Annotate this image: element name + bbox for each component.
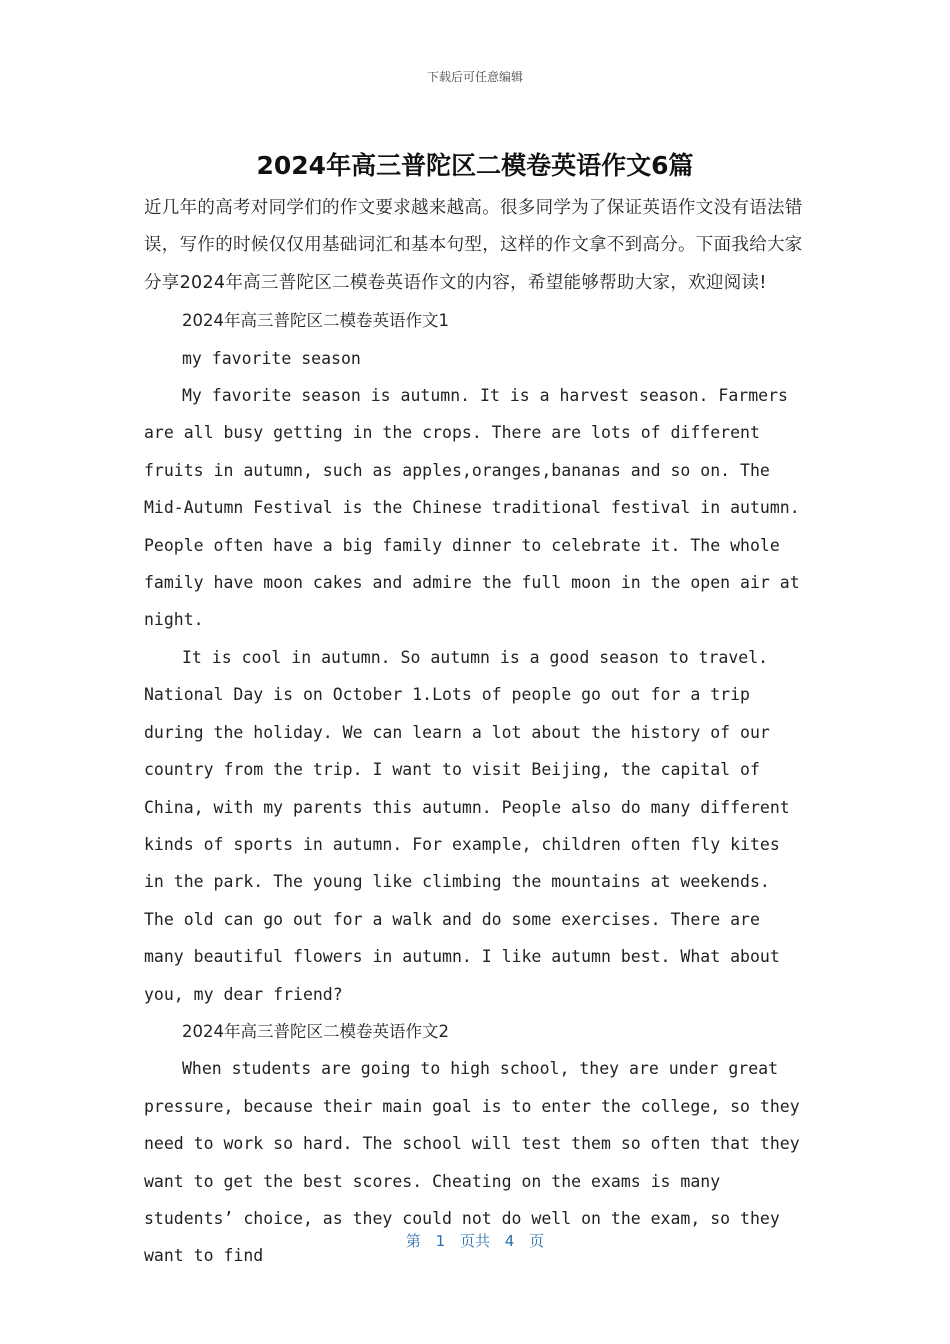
essay-1-paragraph-2: It is cool in autumn. So autumn is a good season to travel. National Day is on October 1.Lots of people go out for a trip during the holiday. We can learn a lot about the history of our country from the trip. I want to visit Beijing, the capital of China, with my parents this autumn. People also do many different kinds of sports in autumn. For example, children often fly kites in the park. The young like climbing the mountains at weekends. The old can go out for a walk and do some exercises. There are many beautiful flowers in autumn. I like autumn best. What about you, my dear friend? bbox=[144, 647, 790, 1004]
intro-paragraph: 近几年的高考对同学们的作文要求越来越高。很多同学为了保证英语作文没有语法错误，写作的时候仅仅用基础词汇和基本句型，这样的作文拿不到高分。下面我给大家分享2024年高三普陀区二模卷英语作文的内容，希望能够帮助大家，欢迎阅读! bbox=[144, 198, 803, 293]
header-note: 下载后可任意编辑 bbox=[426, 70, 523, 84]
essay-1-paragraph-1: My favorite season is autumn. It is a harvest season. Farmers are all busy getting in the crops. There are lots of different fruits in autumn, such as apples,oranges,bananas and so on. The Mid-Autumn Festival is the Chinese traditional festival in autumn. People often have a big family dinner to celebrate it. The whole family have moon cakes and admire the full moon in the open air at night. bbox=[144, 386, 800, 630]
page-number: 第 1 页共 4 页 bbox=[405, 1232, 545, 1250]
document-body bbox=[144, 190, 808, 1275]
essay-1-heading: 2024年高三普陀区二模卷英语作文1 bbox=[182, 311, 449, 331]
document-title: 2024年高三普陀区二模卷英语作文6篇 bbox=[256, 151, 694, 180]
essay-1-subtitle: my favorite season bbox=[182, 348, 361, 368]
essay-2-paragraph-1: When students are going to high school, they are under great pressure, because their main goal is to enter the college, so they need to work so hard. The school will test them so often that they want to get the best scores. Cheating on the exams is many students’ choice, as they could not do well on the exam, so they want to find bbox=[144, 1059, 800, 1266]
essay-2-heading: 2024年高三普陀区二模卷英语作文2 bbox=[182, 1021, 449, 1041]
